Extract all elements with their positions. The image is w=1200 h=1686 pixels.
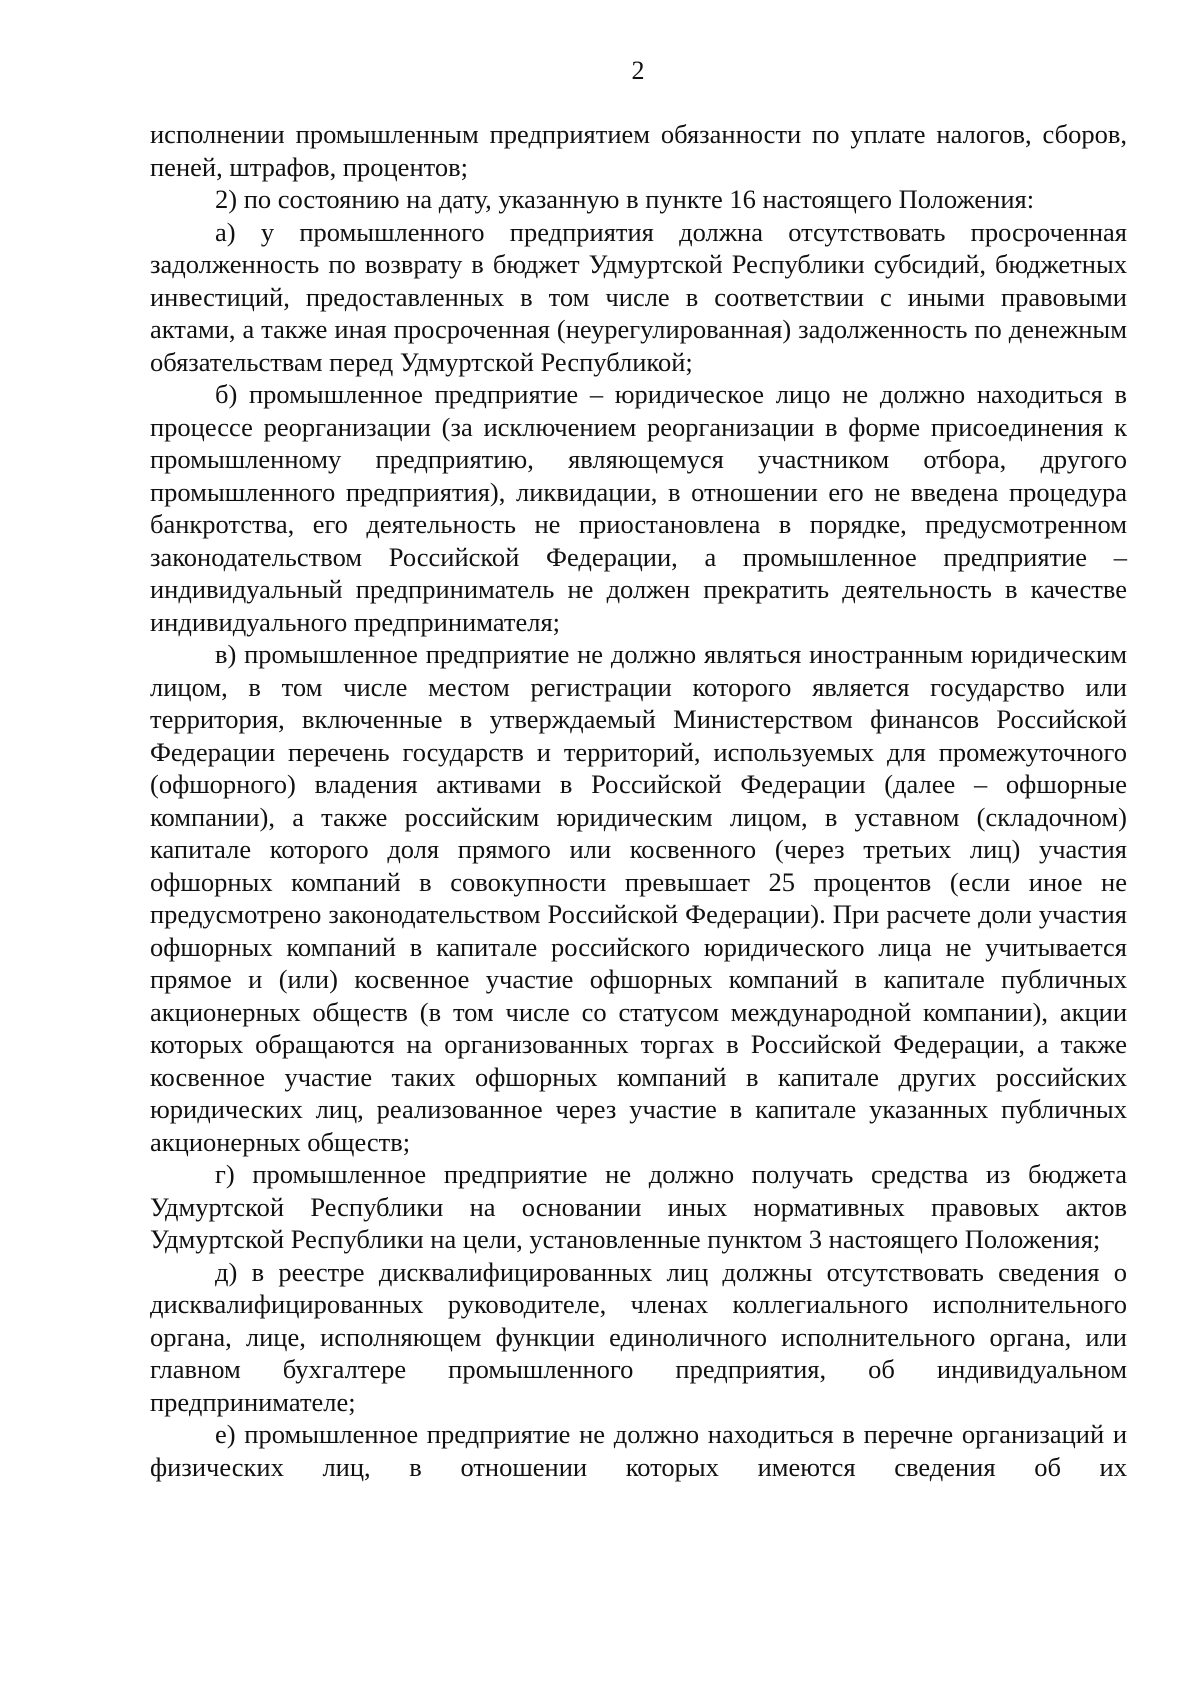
paragraph-item-a: а) у промышленного предприятия должна отсутствовать просроченная задолженность по возврату в бюджет Удмуртской Республики субсидий, бюджетных инвестиций, предоставленных в том числе в соответствии с иными правовыми актами, а также иная просроченная (неурегулированная) задолженность по денежным обязательствам перед Удмуртской Республикой;: [150, 216, 1127, 377]
paragraph-item-2: 2) по состоянию на дату, указанную в пункте 16 настоящего Положения:: [215, 184, 1035, 214]
paragraph-item-g: г) промышленное предприятие не должно получать средства из бюджета Удмуртской Республики на основании иных нормативных правовых актов Удмуртской Республики на цели, установленные пунктом 3 настоящего Положения;: [150, 1159, 1127, 1254]
page-number: 2: [631, 56, 645, 85]
paragraph-item-d: д) в реестре дисквалифицированных лиц должны отсутствовать сведения о дисквалифицированных руководителе, членах коллегиального исполнительного органа, лице, исполняющем функции единоличного исполнительного органа, или главном бухгалтере промышленного предприятия, об индивидуальном предпринимателе;: [150, 1256, 1127, 1417]
paragraph-item-v: в) промышленное предприятие не должно являться иностранным юридическим лицом, в том числе местом регистрации которого является государство или территория, включенные в утверждаемый Министерством финансов Российской Федерации перечень государств и территорий, используемых для промежуточного (офшорного) владения активами в Российской Федерации (далее – офшорные компании), а также российским юридическим лицом, в уставном (складочном) капитале которого доля прямого или косвенного (через третьих лиц) участия офшорных компаний в совокупности превышает 25 процентов (если иное не предусмотрено законодательством Российской Федерации). При расчете доли участия офшорных компаний в капитале российского юридического лица не учитывается прямое и (или) косвенное участие офшорных компаний в капитале публичных акционерных обществ (в том числе со статусом международной компании), акции которых обращаются на организованных торгах в Российской Федерации, а также косвенное участие таких офшорных компаний в капитале других российских юридических лиц, реализованное через участие в капитале указанных публичных акционерных обществ;: [150, 639, 1127, 1157]
paragraph-item-b: б) промышленное предприятие – юридическое лицо не должно находиться в процессе реорганизации (за исключением реорганизации в форме присоединения к промышленному предприятию, являющемуся участником отбора, другого промышленного предприятия), ликвидации, в отношении его не введена процедура банкротства, его деятельность не приостановлена в порядке, предусмотренном законодательством Российской Федерации, а промышленное предприятие – индивидуальный предприниматель не должен прекратить деятельность в качестве индивидуального предпринимателя;: [150, 379, 1127, 637]
document-body: [150, 118, 1127, 1483]
paragraph-item-e: е) промышленное предприятие не должно находиться в перечне организаций и физических лиц, в отношении которых имеются сведения об их: [150, 1419, 1127, 1482]
paragraph-continuation: исполнении промышленным предприятием обязанности по уплате налогов, сборов, пеней, штрафов, процентов;: [150, 119, 1127, 182]
